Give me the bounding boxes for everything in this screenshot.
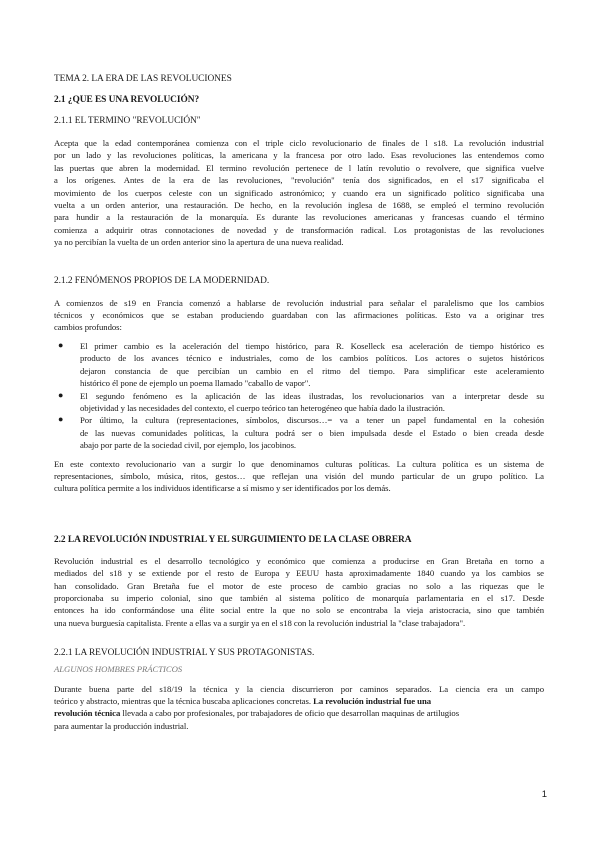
text-line: ya no percibían la vuelta de un orden anterior sino la apertura de una nueva realidad. <box>54 237 344 248</box>
bullet-icon: ● <box>58 389 64 400</box>
text-line: una nueva burguesía capitalista. Frente a ellas va a surgir ya en el s18 con la revolución industrial la "clase trabajadora". <box>54 617 466 628</box>
heading-2-1: 2.1 ¿QUE ES UNA REVOLUCIÓN? <box>54 95 200 105</box>
phenomena-list <box>54 340 544 452</box>
heading-2-2: 2.2 LA REVOLUCIÓN INDUSTRIAL Y EL SURGUIMIENTO DE LA CLASE OBRERA <box>54 534 412 545</box>
document-title: TEMA 2. LA ERA DE LAS REVOLUCIONES <box>54 74 232 84</box>
text-line: cultura política permite a los individuos identificarse a sí mismo y ser identificados por los demás. <box>54 483 391 494</box>
text-line: mediados del s18 y se extiende por el resto de Europa y EEUU hasta aproximadamente 1840 cuando ya los cambios se <box>54 568 544 579</box>
text-line: dejaron constancia de que percibían un cambio en el ritmo del tiempo. Para simplificar este aceleramiento <box>80 365 544 376</box>
text-line: movimiento de los cuerpos celeste con un significado astronómico; y cuando era un significado político significaba una <box>54 187 544 198</box>
paragraph-modernity <box>54 297 544 334</box>
text-line <box>54 695 544 707</box>
text-line: producto de los avances técnico e industriales, como de los cambios políticos. Los actores o sujetos históricos <box>80 353 544 364</box>
paragraph-revolution-term <box>54 137 544 249</box>
subsection-label: ALGUNOS HOMBRES PRÁCTICOS <box>54 664 183 675</box>
text-line: cambios profundos: <box>54 322 122 333</box>
text-line: para aumentar la producción industrial. <box>54 720 189 731</box>
bold-phrase: revolución técnica <box>54 708 121 719</box>
text-line: Acepta que la edad contemporánea comienza con el triple ciclo revolucionario de finales de l s18. La revolución industrial <box>54 138 544 148</box>
text-line: A comienzos de s19 en Francia comenzó a hablarse de revolución industrial para señalar el paralelismo que los cambios <box>54 297 544 308</box>
document-page <box>54 70 544 732</box>
text-span: teórico y abstracto, mientras que la técnica buscaba aplicaciones concretas. <box>54 696 314 706</box>
text-line: Durante buena parte del s18/19 la técnica y la ciencia discurrieron por caminos separados. La ciencia era un campo <box>54 683 544 694</box>
text-line: representaciones, símbolo, música, ritos, gestos… que reflejan una visión del mundo particular de un grupo político. La <box>54 470 544 481</box>
bold-phrase: La revolución industrial fue una <box>313 696 432 706</box>
text-line: En este contexto revolucionario van a surgir lo que denominamos culturas políticas. La cultura política es un sistema de <box>54 458 544 469</box>
heading-2-1-1: 2.1.1 EL TERMINO "REVOLUCIÓN" <box>54 116 201 126</box>
text-line: Revolución industrial es el desarrollo tecnológico y económico que comienza a producirse en Gran Bretaña en torno a <box>54 555 544 566</box>
text-line: comienza a adquirir otras connotaciones de novedad y de transformación radical. Los protagonistas de las revoluciones <box>54 224 544 235</box>
text-line: por un lado y las revoluciones políticas, la americana y la francesa por otro lado. Esas revoluciones las entendemos como <box>54 150 544 161</box>
bullet-icon: ● <box>58 414 64 425</box>
heading-2-1-2: 2.1.2 FENÓMENOS PROPIOS DE LA MODERNIDAD. <box>54 275 270 286</box>
text-line: histórico él pone de ejemplo un poema llamado "caballo de vapor". <box>80 378 311 389</box>
text-line: las puertas que abren la modernidad. El termino revolución pertenece de l latín revolutio o revolvere, que significa vuelve <box>54 162 544 173</box>
list-item <box>54 340 544 390</box>
paragraph-political-cultures <box>54 458 544 495</box>
bullet-icon: ● <box>58 339 64 350</box>
text-span: llevada a cabo por profesionales, por trabajadores de oficio que desarrollan maquinas de artilugios <box>120 708 460 719</box>
page-number: 1 <box>541 789 547 800</box>
text-line: vuelta a un orden anterior, una restauración. De hecho, en la revolución inglesa de 1688, se empleó el termino revolución <box>54 200 544 211</box>
text-line: abajo por parte de la sociedad civil, por ejemplo, los jacobinos. <box>80 440 297 451</box>
text-line: Por último, la cultura (representaciones, símbolos, discursos…= va a tener un papel fundamental en la cohesión <box>80 415 544 426</box>
text-line: entonces ha ido conformándose una élite social entre la que no solo se encontraba la vieja aristocracia, sino que también <box>54 605 544 616</box>
text-line: proporcionaba su imperio colonial, sino que también al sistema político de monarquía parlamentaria en el s17. Desde <box>54 592 544 603</box>
list-item <box>54 414 544 451</box>
text-line <box>54 707 544 719</box>
text-line: han consolidado. Gran Bretaña fue el motor de este proceso de cambio gracias no solo a las riquezas que le <box>54 580 544 591</box>
paragraph-industrial-revolution <box>54 555 544 629</box>
text-line: El segundo fenómeno es la aplicación de las ideas ilustradas, los revolucionarios van a interpretar desde su <box>80 390 544 401</box>
text-line: objetividad y las necesidades del contexto, el cuerpo teórico tan heterogéneo que había dado la ilustración. <box>80 402 445 413</box>
text-line: de las nuevas comunidades políticas, la cultura podrá ser o bien impulsada desde el Estado o bien creada desde <box>80 427 544 438</box>
paragraph-practical-men <box>54 683 544 733</box>
text-line: técnicos y económicos que se estaban produciendo guardaban con las afirmaciones políticas. Esto va a originar tres <box>54 310 544 321</box>
list-item <box>54 390 544 415</box>
heading-2-2-1: 2.2.1 LA REVOLUCIÓN INDUSTRIAL Y SUS PROTAGONISTAS. <box>54 648 315 659</box>
text-line: El primer cambio es la aceleración del tiempo histórico, para R. Koselleck esa aceleración de tiempo histórico es <box>80 340 544 351</box>
text-line: para hundir a la restauración de la monarquía. Es durante las revoluciones americanas y francesas cuando el término <box>54 212 544 223</box>
text-line: a los orígenes. Antes de la era de las revoluciones, "revolución" tenía dos significados, en el s17 significaba el <box>54 175 544 186</box>
